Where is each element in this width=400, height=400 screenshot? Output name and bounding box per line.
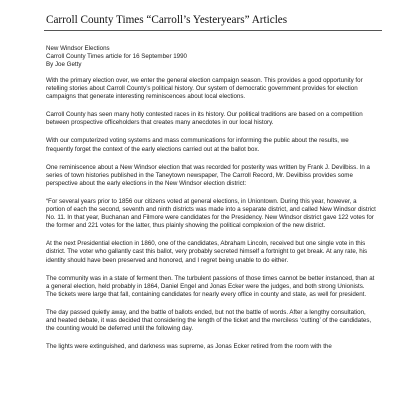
article-author: By Joe Getty bbox=[46, 61, 82, 68]
paragraph: With the primary election over, we enter the general election campaign season. This provides a good opportunity for retelling stories about Carroll County’s political history. Our system of democratic government provides for election campaigns that generate interesting reminiscences about local elections. bbox=[46, 77, 363, 101]
paragraph: With our computerized voting systems and mass communications for informing the public about the results, we frequently forget the context of the early elections carried out at the ballot box. bbox=[46, 137, 349, 153]
article-meta bbox=[46, 45, 376, 69]
title-divider bbox=[44, 30, 382, 31]
paragraph: “For several years prior to 1856 our citizens voted at general elections, in Uniontown. During this year, however, a portion of each the second, seventh and ninth districts was made into a separate district, and called New Windsor district No. 11. In that year, Buchanan and Filmore were candidates for the Presidency. New Windsor district gave 122 votes for the former and 221 votes for the latter, thus plainly showing the political complexion of the new district. bbox=[46, 197, 376, 230]
paragraph: The lights were extinguished, and darkness was supreme, as Jonas Ecker retired from the room with the bbox=[46, 343, 332, 351]
article-body bbox=[46, 77, 376, 351]
article-source: Carroll County Times article for 16 September 1990 bbox=[46, 53, 188, 60]
paragraph: The day passed quietly away, and the battle of ballots ended, but not the battle of words. After a lengthy consultation, and heated debate, it was decided that considering the length of the ticket and the merciless ‘cutting’ of the candidates, the counting would be deferred until the following day. bbox=[46, 308, 372, 333]
article-heading: New Windsor Elections bbox=[46, 45, 110, 52]
paragraph: One reminiscence about a New Windsor election that was recorded for posterity was written by Frank J. Devilbiss. In a series of town histories published in the Taneytown newspaper, The Carroll Record, Mr. Devilbiss provides some perspective about the early elections in the New Windsor election district: bbox=[46, 163, 370, 187]
paragraph: At the next Presidential election in 1860, one of the candidates, Abraham Lincoln, received but one single vote in this district. The voter who gallantly cast this ballot, very probably secreted himself a fortnight to get break. At any rate, his identity should have been preserved and honored, and I regret being unable to do either. bbox=[46, 240, 368, 264]
page-title: Carroll County Times “Carroll’s Yesteryears” Articles bbox=[46, 14, 288, 26]
paragraph: Carroll County has seen many hotly contested races in its history. Our political traditions are based on a competition between prospective officeholders that creates many anecdotes in our local history. bbox=[46, 111, 363, 127]
paragraph: The community was in a state of ferment then. The turbulent passions of those times cannot be better instanced, than at a general election, held probably in 1864, Daniel Engel and Jonas Ecker were the judges, and both strong Unionists. The tickets were large that fall, containing candidates for nearly every office in county and state, as well for president. bbox=[46, 274, 375, 298]
